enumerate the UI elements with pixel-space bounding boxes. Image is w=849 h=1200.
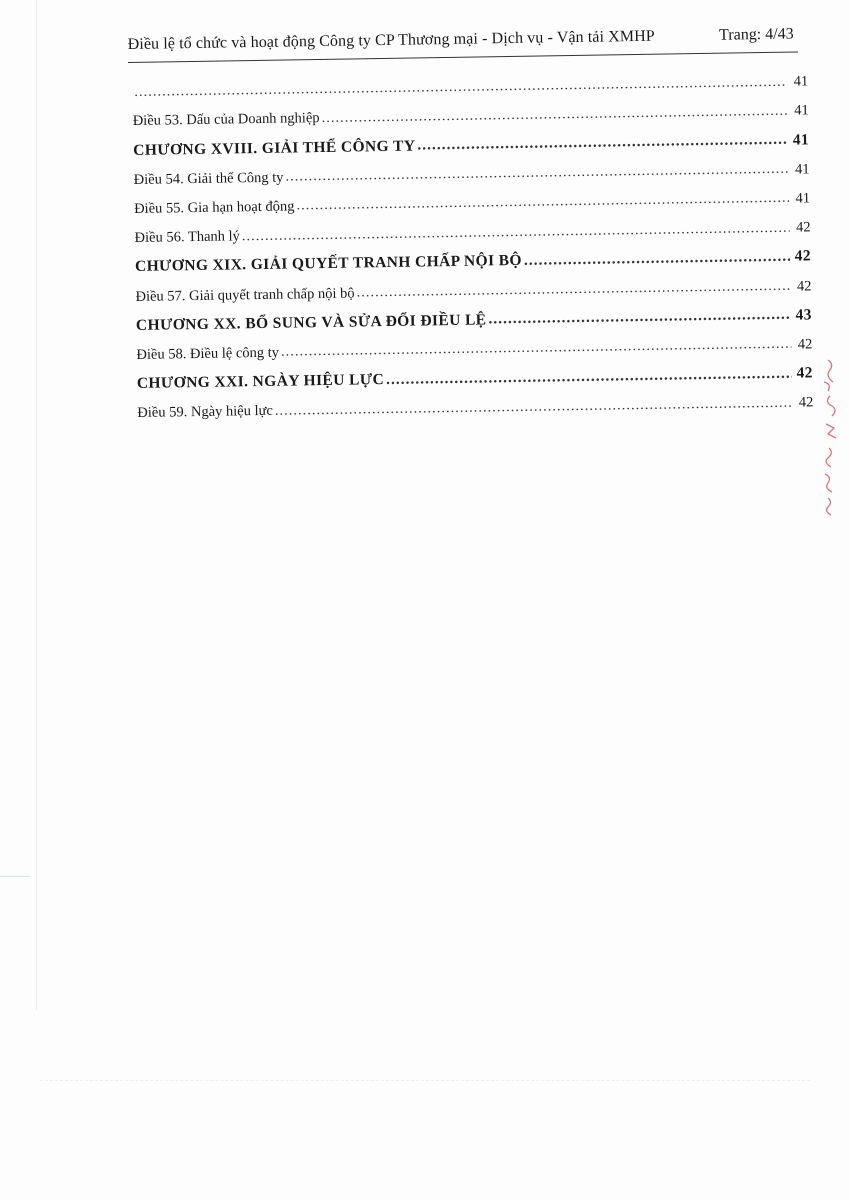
toc-page-number: 42: [794, 247, 812, 265]
toc-chapter-label: CHƯƠNG XIX. GIẢI QUYẾT TRANH CHẤP NỘI BỘ: [134, 252, 523, 276]
header-page-number: Trang: 4/43: [718, 25, 794, 44]
toc-entry-label: Điều 53. Dấu của Doanh nghiệp: [132, 110, 320, 130]
toc-entry-label: Điều 54. Giải thể Công ty: [133, 169, 284, 188]
margin-stamp-mark: [814, 352, 849, 522]
toc-page-number: 42: [797, 336, 813, 353]
toc-page-number: 41: [794, 161, 810, 178]
toc-chapter-label: CHƯƠNG XVIII. GIẢI THỂ CÔNG TY: [133, 137, 416, 159]
toc-chapter-label: CHƯƠNG XXI. NGÀY HIỆU LỰC: [136, 371, 385, 393]
toc-entry-label: Điều 58. Điều lệ công ty: [136, 344, 280, 363]
toc-entry-label: Điều 55. Gia hạn hoạt động: [134, 198, 295, 217]
toc-entry-label: Điều 57. Giải quyết tranh chấp nội bộ: [135, 285, 355, 305]
header-title: Điều lệ tổ chức và hoạt động Công ty CP Thương mại - Dịch vụ - Vận tải XMHP: [127, 27, 655, 54]
page-header: [128, 21, 798, 63]
toc-page-number: 41: [795, 190, 811, 207]
toc-page-number: 41: [792, 130, 810, 149]
table-of-contents: [132, 61, 813, 422]
scan-bottom-line: [40, 1080, 810, 1082]
toc-page-number: 42: [798, 394, 814, 411]
scan-edge-line: [36, 0, 37, 1010]
stamp-scribble: [824, 360, 836, 515]
scan-artifact-line: [0, 876, 30, 877]
toc-page-number: 42: [796, 364, 813, 382]
toc-page-number: 41: [793, 73, 809, 90]
toc-page-number: 41: [794, 102, 809, 119]
toc-page-number: 42: [796, 277, 812, 295]
toc-entry-label: Điều 59. Ngày hiệu lực: [137, 403, 273, 422]
toc-entry-label: Điều 56. Thanh lý: [134, 228, 240, 247]
toc-chapter-label: CHƯƠNG XX. BỔ SUNG VÀ SỬA ĐỔI ĐIỀU LỆ: [135, 311, 487, 334]
toc-page-number: 42: [795, 219, 811, 236]
toc-page-number: 43: [795, 306, 813, 324]
toc-leader-dots: [275, 395, 793, 420]
